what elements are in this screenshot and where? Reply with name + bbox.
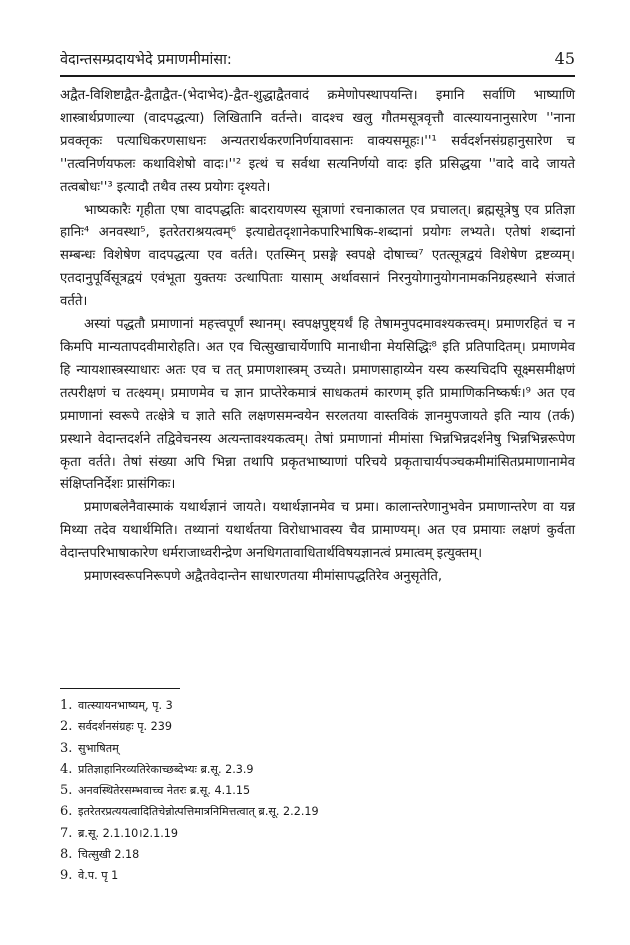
footnote-text: चित्सुखी 2.18 [78, 848, 140, 862]
footnote-text: वे.प. पृ 1 [78, 869, 119, 883]
footnote [60, 801, 575, 822]
footnote [60, 759, 575, 780]
footnote-text: प्रतिज्ञाहानिरव्यतिरेकाच्छब्देभ्यः ब्र.सू. 2.3.9 [78, 762, 254, 776]
footnotes [60, 688, 575, 887]
footnote-text: वात्स्यायनभाष्यम्, पृ. 3 [78, 699, 173, 712]
footnote-text: इतरेतरप्रत्ययत्वादितिचेन्नोत्पत्तिमात्रनिमित्तत्वात् ब्र.सू. 2.2.19 [78, 805, 319, 819]
page-content [60, 48, 575, 589]
paragraph: अस्यां पद्धतौ प्रमाणानां महत्त्वपूर्णं स्थानम्। स्वपक्षपुष्ट्यर्थं हि तेषामनुपदमावश्यकत्त्वम्। प्रमाणरहितं च न किमपि मान्यतापदवीमारोहति। अत एव चित्सुखाचार्येणापि मानाधीना मेयसिद्धिः⁸ इति प्रतिपादितम्। प्रमाणमेव हि न्यायशास्त्रस्याधारः अतः एव च तत् प्रमाणशास्त्रम् उच्यते। प्रमाणसाहाय्येन यस्य कस्यचिदपि सूक्ष्मसमीक्षणं तत्परीक्षणं च तत्क्ष्यम्। प्रमाणमेव च ज्ञान प्राप्तेरेकमात्रं साधकतमं कारणम् इति प्रामाणिकनिष्कर्षः।⁹ अत एव प्रमाणानां स्वरूपे तत्क्षेत्रे च ज्ञाते सति लक्षणसमन्वयेन सरलतया वास्तविकं ज्ञानमुपजायते इति न्याय (तर्क) प्रस्थाने वेदान्तदर्शने तद्विवेचनस्य अत्यन्तावश्यकत्वम्। तेषां प्रमाणानां मीमांसा भिन्नभिन्नदर्शनेषु भिन्नभिन्नरूपेण कृता वर्तते। तेषां संख्या अपि भिन्ना तथापि प्रकृतभाष्याणां परिचये प्रकृताचार्यपञ्चकमीमांसितप्रमाणानामेव संक्षिप्तनिर्देशः प्रासंगिकः। [60, 317, 575, 493]
footnote-text: सुभाषितम् [78, 741, 119, 755]
footnote-text: ब्र.सू. 2.1.10।2.1.19 [78, 826, 179, 840]
footnote-number: 2. [60, 719, 73, 735]
footnote-rule [60, 688, 180, 689]
paragraph: प्रमाणस्वरूपनिरूपणे अद्वैतवेदान्तेन साधारणतया मीमांसापद्धतिरेव अनुसृतेति, [84, 569, 443, 585]
footnote [60, 695, 575, 716]
paragraph: अद्वैत-विशिष्टाद्वैत-द्वैताद्वैत-(भेदाभेद)-द्वैत-शुद्धाद्वैतवादं क्रमेणोपस्थापयन्ति। इमानि सर्वाणि भाष्याणि शास्त्रार्थप्रणाल्या (वादपद्धत्या) लिखितानि वर्तन्ते। वादश्च खलु गौतमसूत्रवृत्तौ वात्स्यायनानुसारेण ''नाना प्रवक्तृकः पत्याधिकरणसाधनः अन्यतरार्थकरणनिर्णयावसानः वाक्यसमूहः।''¹ सर्वदर्शनसंग्रहानुसारेण च ''तत्वनिर्णयफलः कथाविशेषो वादः।''² इत्थं च सर्वथा सत्यनिर्णयो वादः इति प्रसिद्धया ''वादे वादे जायते तत्वबोधः''³ इत्यादौ तथैव तस्य प्रयोगः दृश्यते। [60, 88, 575, 195]
footnote [60, 716, 575, 737]
footnote-number: 6. [60, 804, 73, 820]
footnote-number: 8. [60, 847, 73, 863]
footnote [60, 844, 575, 865]
footnote [60, 865, 575, 886]
footnote-number: 9. [60, 868, 73, 884]
paragraph: भाष्यकारैः गृहीता एषा वादपद्धतिः बादरायणस्य सूत्राणां रचनाकालत एव प्रचालत्। ब्रह्मसूत्रेषु एव प्रतिज्ञा हानिः⁴ अनवस्था⁵, इतरेतराश्रयत्वम्⁶ इत्याद्येतदृशानेकपारिभाषिक-शब्दानां प्रयोगः लभ्यते। एतेषां शब्दानां सम्बन्धः विशेषेण वादपद्धत्या एव वर्तते। एतस्मिन् प्रसङ्गे स्वपक्षे दोषाच्च⁷ एतत्सूत्रद्वयं विशेषेण द्रष्टव्यम्। एतदानुपूर्विसूत्रद्वयं एवंभूता युक्तयः उत्थापिताः यासाम् अर्थावसानं निरनुयोगानुयोगनामकनिग्रहस्थाने संजातं वर्तते। [60, 202, 575, 310]
footnote-number: 4. [60, 761, 73, 777]
footnote-text: अनवस्थितेरसम्भवाच्च नेतरः ब्र.सू. 4.1.15 [78, 784, 251, 798]
running-title: वेदान्तसम्प्रदायभेदे प्रमाणमीमांसा: [60, 52, 232, 68]
running-header [60, 48, 575, 71]
footnote-number: 5. [60, 783, 73, 799]
footnote [60, 780, 575, 801]
footnote [60, 738, 575, 759]
page-number: 45 [554, 49, 575, 68]
footnote [60, 823, 575, 844]
footnote-number: 3. [60, 740, 73, 756]
footnote-list [60, 695, 575, 887]
header-rule [60, 75, 575, 77]
footnote-text: सर्वदर्शनसंग्रहः पृ. 239 [78, 720, 172, 734]
paragraph: प्रमाणबलेनैवास्माकं यथार्थज्ञानं जायते। यथार्थज्ञानमेव च प्रमा। कालान्तरेणानुभवेन प्रमाणान्तरेण वा यन्न मिथ्या तदेव यथार्थमिति। तथ्यानां यथार्थतया विरोधाभावस्य चैव प्रामाण्यम्। अत एव प्रमायाः लक्षणं कुर्वता वेदान्तपरिभाषाकारेण धर्मराजाध्वरीन्द्रेण अनधिगतावाधितार्थविषयज्ञानत्वं प्रमात्वम् इत्युक्तम्। [60, 500, 575, 562]
body-text [60, 85, 575, 589]
footnote-number: 7. [60, 825, 73, 841]
footnote-number: 1. [60, 698, 73, 713]
